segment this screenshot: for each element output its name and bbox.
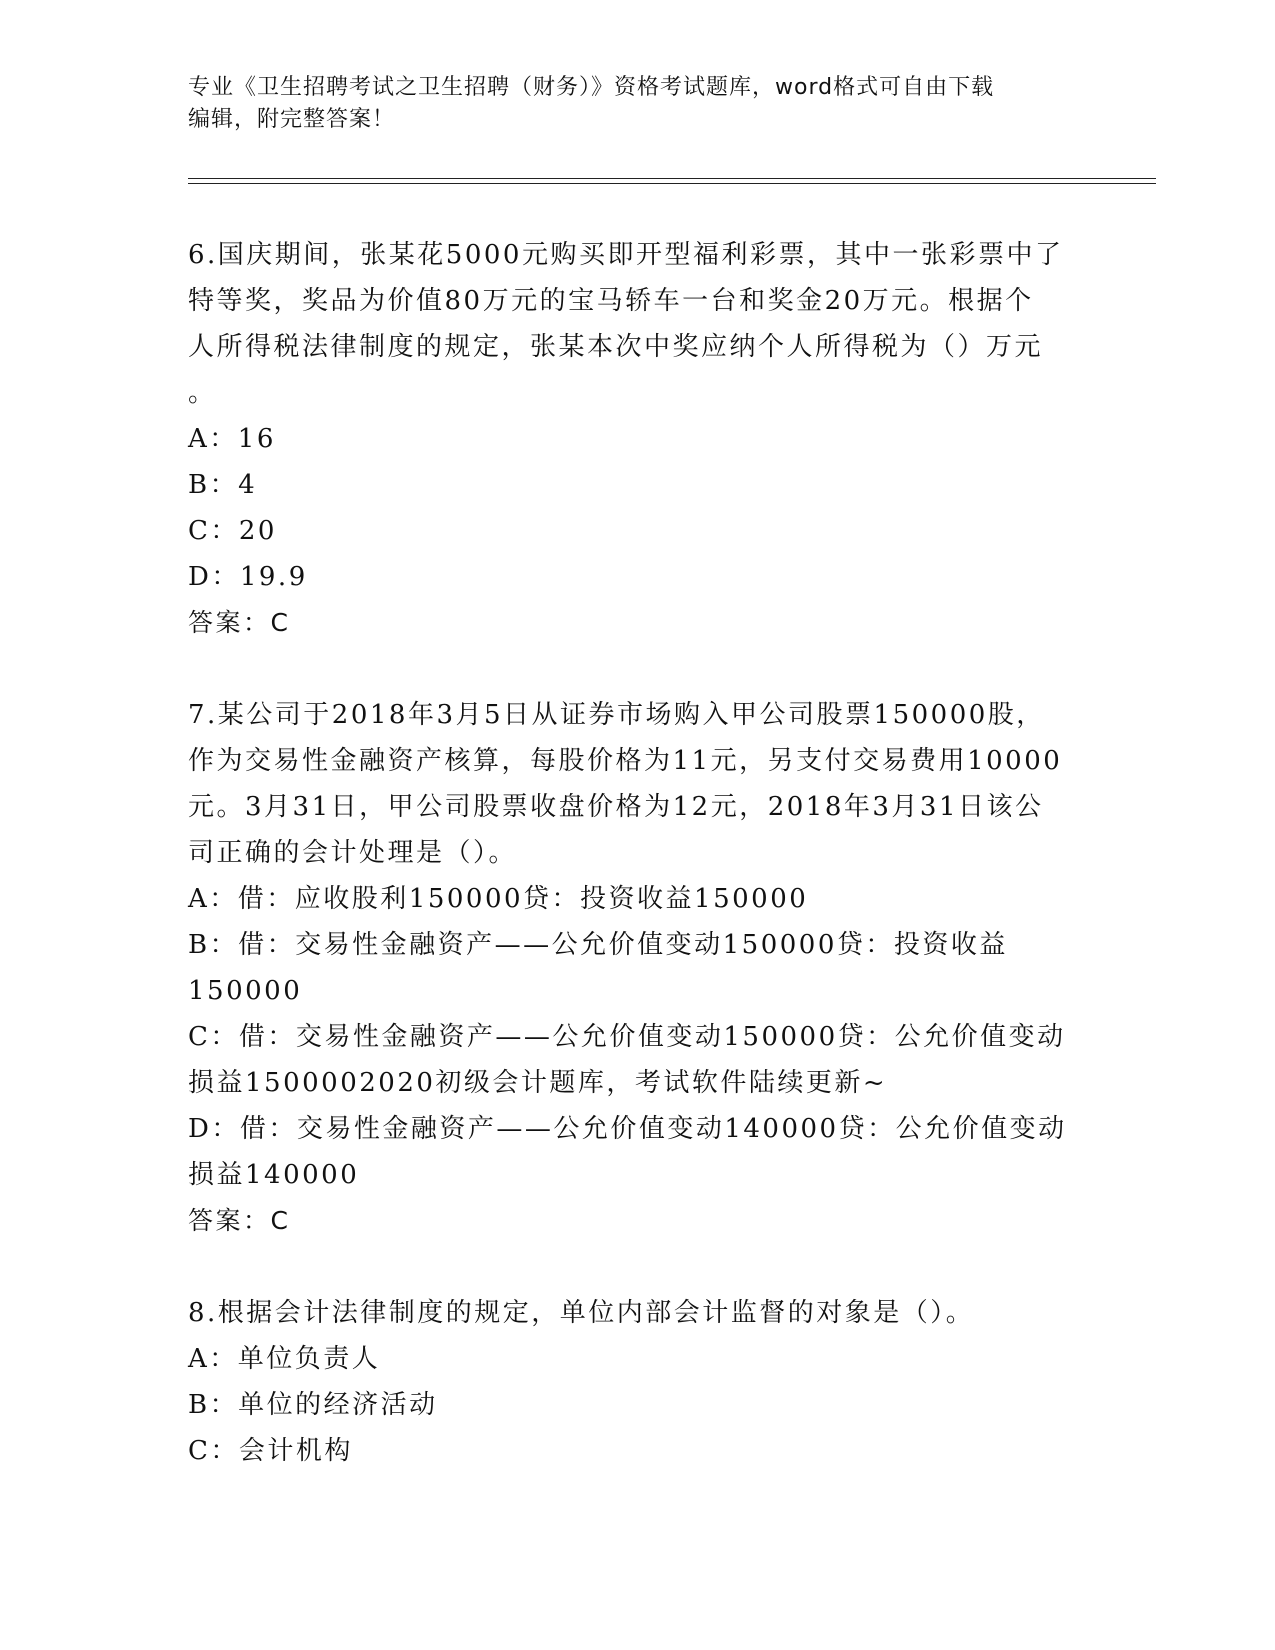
option-c [188,1014,1088,1106]
option-a: A：单位负责人 [188,1344,381,1374]
option-d [188,1106,1088,1198]
question-6 [188,232,1088,646]
question-list [188,232,1088,1474]
question-8 [188,1290,1088,1474]
answer-label: 答案：C [188,608,291,637]
spacer [188,646,1088,692]
stem-line: 特等奖，奖品为价值80万元的宝马轿车一台和奖金20万元。根据个 [188,286,1034,316]
option-line: 150000 [188,976,303,1006]
stem-line: 司正确的会计处理是（）。 [188,838,518,868]
question-stem [188,232,1088,416]
stem-line: 8.根据会计法律制度的规定，单位内部会计监督的对象是（）。 [188,1298,975,1328]
option-line: D：借：交易性金融资产——公允价值变动140000贷：公允价值变动 [188,1114,1067,1144]
option-line: C：借：交易性金融资产——公允价值变动150000贷：公允价值变动 [188,1022,1066,1052]
stem-line: 作为交易性金融资产核算，每股价格为11元，另支付交易费用10000 [188,746,1063,776]
option-b: B：4 [188,470,258,500]
option-c: C：会计机构 [188,1436,353,1466]
option-a [188,876,1088,922]
spacer [188,1244,1088,1290]
stem-line: 7.某公司于2018年3月5日从证券市场购入甲公司股票150000股， [188,700,1045,730]
stem-line: 。 [188,378,217,408]
question-7 [188,692,1088,1244]
header-divider-top [188,178,1156,179]
option-c: C：20 [188,516,277,546]
document-header [188,72,1088,136]
option-b [188,922,1088,1014]
question-stem [188,1290,1088,1336]
option-b: B：单位的经济活动 [188,1390,438,1420]
stem-line: 元。3月31日，甲公司股票收盘价格为12元，2018年3月31日该公 [188,792,1044,822]
option-line: B：借：交易性金融资产——公允价值变动150000贷：投资收益 [188,930,1008,960]
header-divider-bottom [188,183,1156,184]
option-line: A：借：应收股利150000贷：投资收益150000 [188,884,809,914]
option-a: A：16 [188,424,276,454]
option-d: D：19.9 [188,562,308,592]
answer-label: 答案：C [188,1206,291,1235]
question-stem [188,692,1088,876]
option-line: 损益1500002020初级会计题库，考试软件陆续更新~ [188,1068,888,1098]
stem-line: 6.国庆期间，张某花5000元购买即开型福利彩票，其中一张彩票中了 [188,240,1064,270]
header-line-1: 专业《卫生招聘考试之卫生招聘（财务）》资格考试题库，word格式可自由下载 [188,75,995,100]
stem-line: 人所得税法律制度的规定，张某本次中奖应纳个人所得税为（）万元 [188,332,1044,362]
option-line: 损益140000 [188,1160,360,1190]
header-line-2: 编辑，附完整答案！ [188,107,396,132]
